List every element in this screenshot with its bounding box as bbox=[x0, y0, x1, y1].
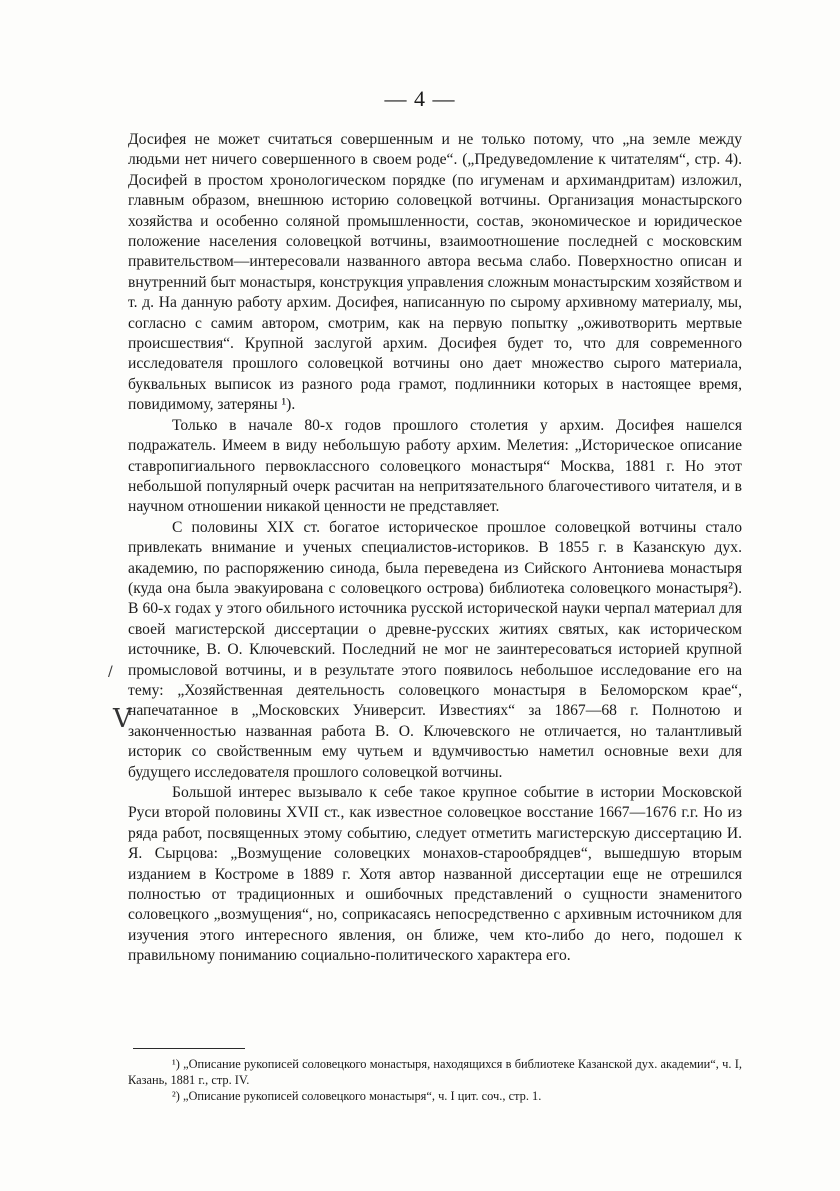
main-text bbox=[128, 130, 742, 967]
footnote-2: ²) „Описание рукописей соловецкого монастыря“, ч. I цит. соч., стр. 1. bbox=[172, 1089, 542, 1103]
margin-check-mark: V bbox=[113, 704, 132, 734]
margin-tick-mark: / bbox=[108, 664, 113, 680]
page-number: — 4 — bbox=[384, 86, 456, 111]
paragraph-2: Только в начале 80-х годов прошлого столетия у архим. Досифея нашелся подражатель. Имеем в виду небольшую работу архим. Мелетия: „Историческое описание ставропигиального первоклассного соловецкого монастыря“ Москва, 1881 г. Но этот небольшой популярный очерк расчитан на непритязательного благочестивого читателя, и в научном отношении никакой ценности не представляет. bbox=[128, 416, 742, 516]
footnote-divider bbox=[133, 1048, 245, 1049]
paragraph-4: Большой интерес вызывало к себе такое крупное событие в истории Московской Руси второй половины XVII ст., как известное соловецкое восстание 1667—1676 г.г. Но из ряда работ, посвященных этому событию, следует отметить магистерскую диссертацию И. Я. Сырцова: „Возмущение соловецких монахов-старообрядцев“, вышедшую вторым изданием в Костроме в 1889 г. Хотя автор названной диссертации еще не отрешился полностью от традиционных и ошибочных представлений о сущности знаменитого соловецкого „возмущения“, но, соприкасаясь непосредственно с архивным источником для изучения этого интересного явления, он ближе, чем кто-либо до него, подошел к правильному пониманию социально-политического характера его. bbox=[128, 784, 742, 965]
paragraph-1: Досифея не может считаться совершенным и не только потому, что „на земле между людьми нет ничего совершенного в своем роде“. („Предуведомление к читателям“, стр. 4). Досифей в простом хронологическом порядке (по игуменам и архимандритам) изложил, главным образом, внешнюю историю соловецкой вотчины. Организация монастырского хозяйства и особенно соляной промышленности, состав, экономическое и юридическое положение населения соловецкой вотчины, взаимоотношение последней с московским правительством—интересовали названного автора весьма слабо. Поверхностно описан и внутренний быт монастыря, конструкция управления сложным монастырским хозяйством и т. д. На данную работу архим. Досифея, написанную по сырому архивному материалу, мы, согласно с самим автором, смотрим, как на первую попытку „оживотворить мертвые происшествия“. Крупной заслугой архим. Досифея будет то, что для современного исследователя прошлого соловецкой вотчины оно дает множество сырого материала, буквальных выписок из разного рода грамот, подлинники которых в настоящее время, повидимому, затеряны ¹). bbox=[128, 131, 742, 414]
footnotes bbox=[128, 1056, 742, 1104]
paragraph-3: С половины XIX ст. богатое историческое прошлое соловецкой вотчины стало привлекать внимание и ученых специалистов-историков. В 1855 г. в Казанскую дух. академию, по распоряжению синода, была переведена из Сийского Антониева монастыря (куда она была эвакуирована с соловецкого острова) библиотека соловецкого монастыря²). В 60-х годах у этого обильного источника русской исторической науки черпал материал для своей магистерской диссертации о древне-русских житиях святых, как историческом источнике, В. О. Ключевский. Последний не мог не заинтересоваться историей крупной промысловой вотчины, и в результате этого появилось небольшое исследование его на тему: „Хозяйственная деятельность соловецкого монастыря в Беломорском крае“, напечатанное в „Московских Университ. Известиях“ за 1867—68 г. Полнотою и законченностью названная работа В. О. Ключевского не отличается, но талантливый историк со свойственным ему чутьем и вдумчивостью наметил основные вехи для будущего исследователя прошлого соловецкой вотчины. bbox=[128, 518, 742, 781]
footnote-1: ¹) „Описание рукописей соловецкого монастыря, находящихся в библиотеке Казанской дух. академии“, ч. I, Казань, 1881 г., стр. IV. bbox=[128, 1057, 742, 1087]
